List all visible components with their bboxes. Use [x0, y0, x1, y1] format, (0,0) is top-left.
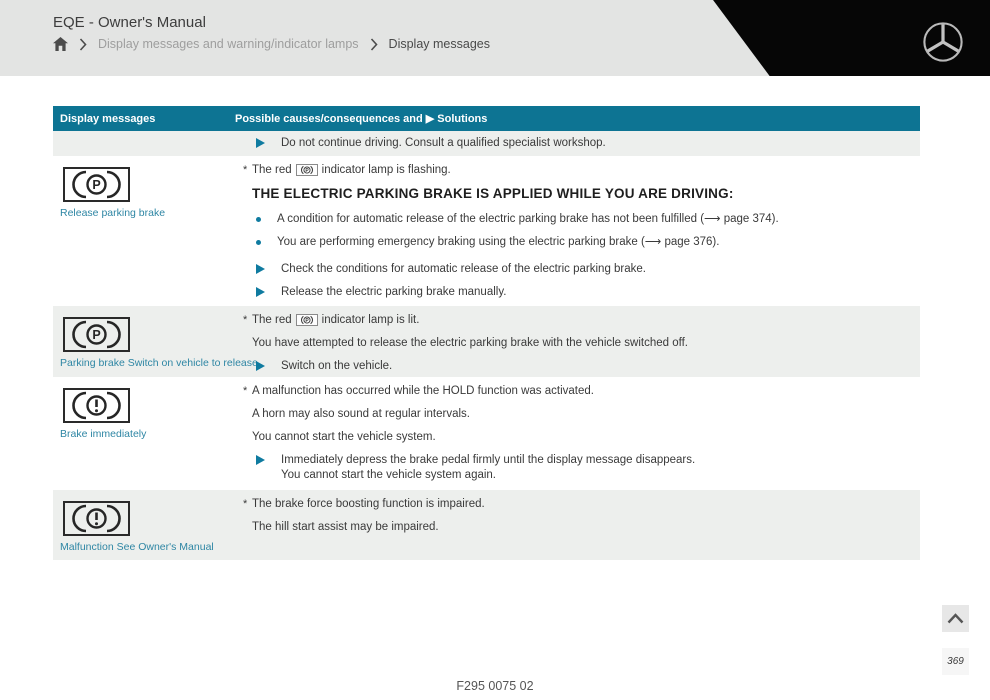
solution-text: Check the conditions for automatic release of the electric parking brake. — [281, 263, 646, 275]
brake-warning-indicator-icon — [63, 501, 130, 536]
parking-brake-mini-icon — [296, 164, 318, 176]
table-row — [53, 490, 920, 560]
cause-text: You are performing emergency braking using the electric parking brake (⟶ page 376). — [277, 236, 720, 248]
mercedes-star-logo — [922, 21, 964, 63]
causes-cell — [233, 490, 920, 560]
breadcrumb — [53, 37, 490, 51]
message-cell — [53, 306, 258, 377]
table-row — [53, 156, 920, 306]
message-cell — [53, 377, 233, 490]
breadcrumb-item-current: Display messages — [388, 37, 490, 51]
svg-text:P: P — [92, 328, 101, 342]
bullet-marker — [256, 217, 261, 222]
solution-text: Do not continue driving. Consult a qualified specialist workshop. — [281, 137, 606, 149]
display-messages-table — [53, 106, 920, 560]
brake-warning-indicator-icon — [63, 388, 130, 423]
cause-text: You cannot start the vehicle system. — [252, 431, 436, 443]
svg-text:P: P — [304, 168, 309, 175]
cause-text: The brake force boosting function is impaired. — [252, 498, 485, 510]
solution-arrow-icon — [256, 455, 265, 465]
figure-code: F295 0075 02 — [456, 679, 534, 693]
causes-cell — [233, 131, 920, 156]
svg-text:P: P — [92, 178, 101, 192]
breadcrumb-item-parent[interactable]: Display messages and warning/indicator lamps — [98, 37, 359, 51]
parking-brake-mini-icon — [296, 314, 318, 326]
cause-text: The hill start assist may be impaired. — [252, 521, 439, 533]
solution-text: Switch on the vehicle. — [281, 360, 393, 372]
column-header-causes-solutions: Possible causes/consequences and ▶ Solutions — [235, 113, 488, 125]
message-cell — [53, 156, 233, 306]
solution-text: Immediately depress the brake pedal firmly until the display message disappears. You cannot start the vehicle system again. — [281, 454, 696, 481]
chevron-up-icon — [947, 613, 964, 624]
column-header-display-messages: Display messages — [60, 112, 156, 125]
solution-text: Release the electric parking brake manually. — [281, 286, 507, 298]
top-bar — [0, 0, 990, 76]
solution-arrow-icon — [256, 287, 265, 297]
page-number-badge[interactable]: 369 — [942, 648, 969, 675]
message-caption: Malfunction See Owner's Manual — [60, 541, 214, 553]
warning-heading: THE ELECTRIC PARKING BRAKE IS APPLIED WHILE YOU ARE DRIVING: — [252, 186, 734, 201]
message-caption: Brake immediately — [60, 428, 147, 440]
footnote-marker: * — [243, 314, 248, 326]
chevron-right-icon — [370, 38, 378, 51]
causes-cell — [233, 377, 920, 490]
footnote-marker: * — [243, 164, 248, 176]
cause-text: A horn may also sound at regular intervals. — [252, 408, 470, 420]
footnote-marker: * — [243, 498, 248, 510]
solution-arrow-icon — [256, 138, 265, 148]
cause-text: The red P indicator lamp is flashing. — [252, 164, 451, 176]
parking-brake-indicator-icon — [63, 167, 130, 202]
bullet-marker — [256, 240, 261, 245]
home-icon[interactable] — [53, 37, 68, 51]
scroll-to-top-button[interactable] — [942, 605, 969, 632]
message-cell — [53, 490, 233, 560]
table-header-row — [53, 106, 920, 131]
message-caption: Release parking brake — [60, 207, 166, 219]
cause-text: You have attempted to release the electric parking brake with the vehicle switched off. — [252, 337, 688, 349]
cause-text: A condition for automatic release of the electric parking brake has not been fulfilled (⟶ page 374). — [277, 213, 779, 225]
solution-arrow-icon — [256, 361, 265, 371]
message-cell — [53, 131, 233, 156]
parking-brake-indicator-icon — [63, 317, 130, 352]
svg-text:P: P — [304, 318, 309, 325]
message-caption: Parking brake Switch on vehicle to release — [60, 357, 258, 369]
chevron-right-icon — [79, 38, 87, 51]
cause-text: A malfunction has occurred while the HOLD function was activated. — [252, 385, 594, 397]
table-row — [53, 131, 920, 156]
cause-text: The red P indicator lamp is lit. — [252, 314, 420, 326]
causes-cell — [233, 156, 920, 306]
solution-arrow-icon — [256, 264, 265, 274]
causes-cell — [233, 306, 920, 377]
footnote-marker: * — [243, 385, 248, 397]
page-title: EQE - Owner's Manual — [53, 14, 206, 31]
table-row — [53, 377, 920, 490]
table-row — [53, 306, 920, 377]
